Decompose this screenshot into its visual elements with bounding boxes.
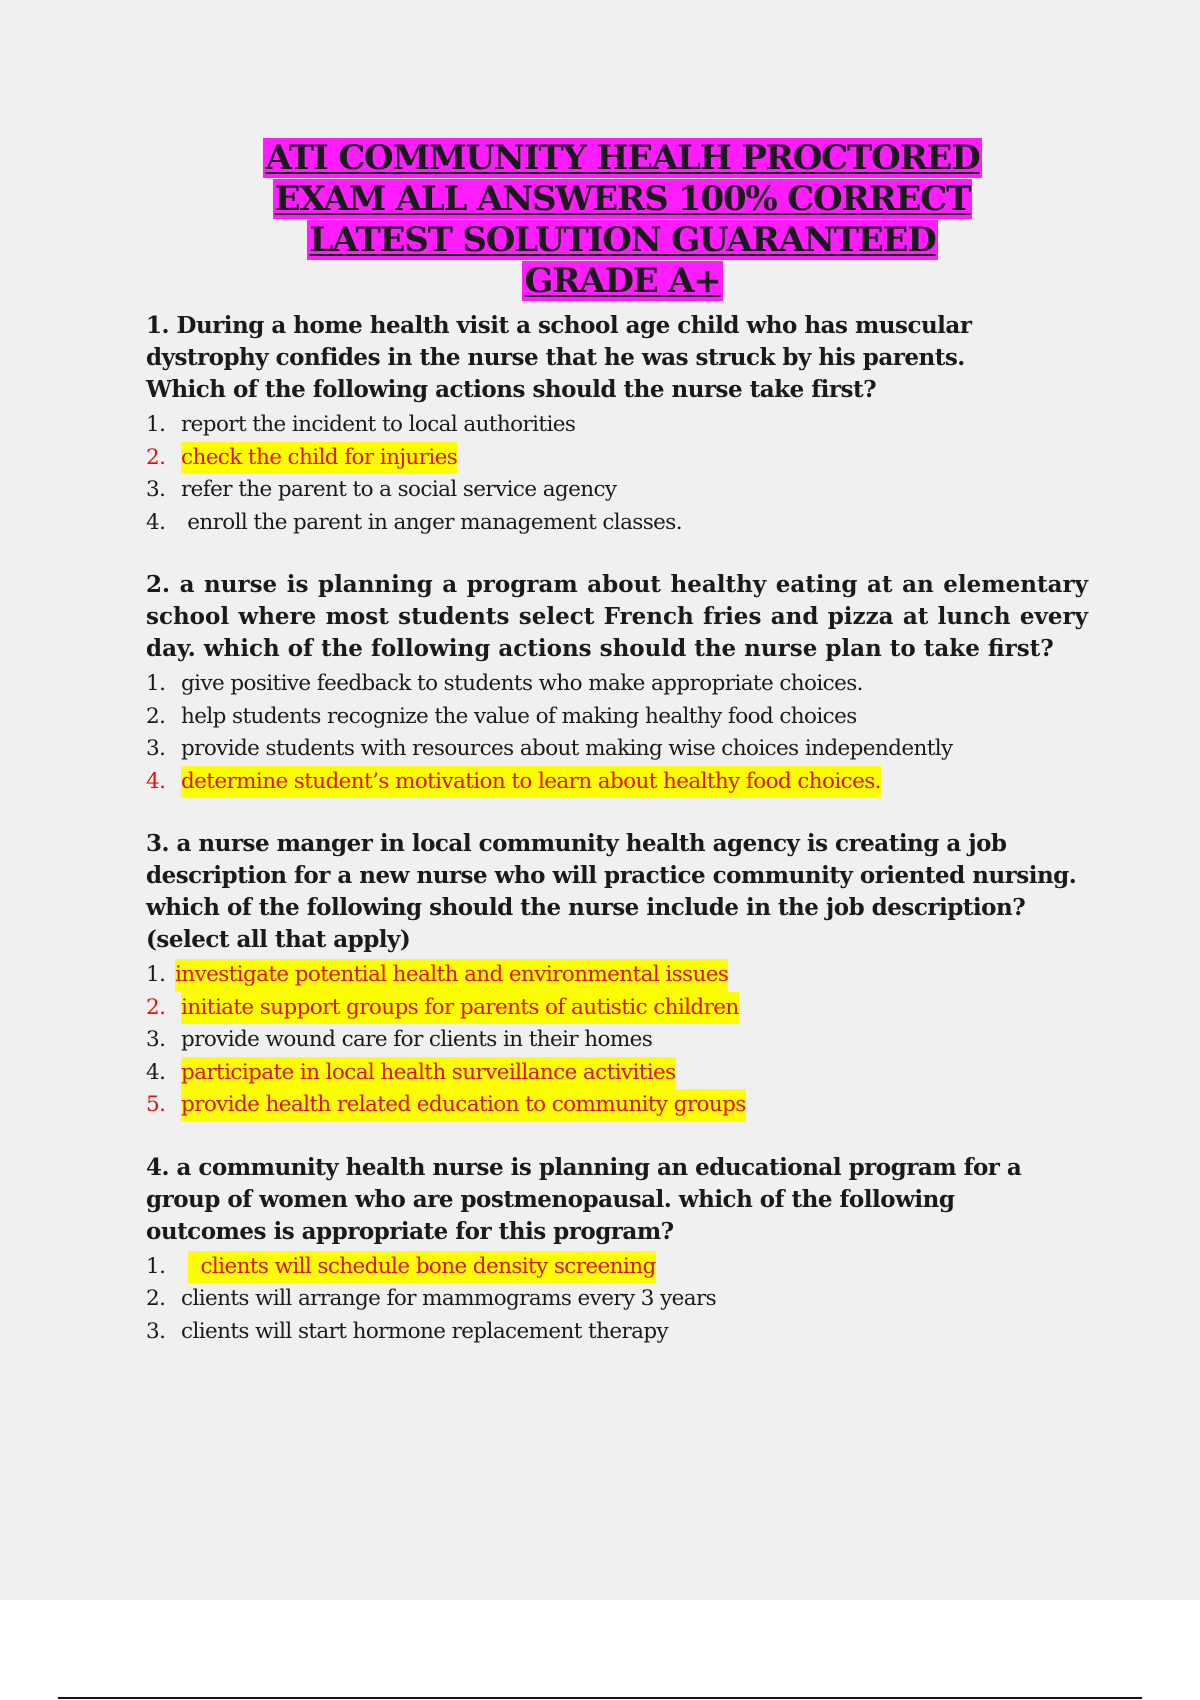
option-number: 1. bbox=[146, 671, 166, 696]
option-text: clients will arrange for mammograms every 3 years bbox=[181, 1286, 717, 1311]
option-number: 1. bbox=[146, 412, 166, 437]
option-number: 2. bbox=[146, 703, 166, 729]
option-list bbox=[146, 409, 1051, 539]
option-number: 3. bbox=[146, 1318, 166, 1344]
option-number: 5. bbox=[146, 1092, 166, 1117]
option-text: give positive feedback to students who make appropriate choices. bbox=[181, 671, 863, 696]
option-list bbox=[146, 1251, 1051, 1349]
option-number: 2. bbox=[146, 1286, 166, 1311]
option-number: 3. bbox=[146, 477, 166, 502]
option-text: initiate support groups for parents of autistic children bbox=[181, 992, 739, 1025]
question-block bbox=[146, 1152, 1051, 1349]
option-item-correct bbox=[146, 992, 1088, 1025]
option-item bbox=[146, 1316, 1051, 1349]
option-number: 3. bbox=[146, 1027, 166, 1052]
option-text: enroll the parent in anger management classes. bbox=[181, 509, 682, 535]
option-item-correct bbox=[146, 1251, 1051, 1284]
option-number: 1. bbox=[146, 1253, 166, 1279]
document-title bbox=[0, 138, 1200, 302]
question-block bbox=[146, 828, 1088, 1122]
option-text: report the incident to local authorities bbox=[181, 412, 576, 437]
option-item bbox=[146, 409, 1051, 442]
option-number: 4. bbox=[146, 1059, 166, 1085]
option-text: provide health related education to community groups bbox=[181, 1089, 746, 1122]
option-text: clients will schedule bone density screening bbox=[188, 1251, 656, 1284]
option-item-correct bbox=[146, 1057, 1088, 1090]
option-number: 1. bbox=[146, 962, 166, 987]
question-list bbox=[146, 310, 1146, 1378]
option-text: participate in local health surveillance activities bbox=[181, 1057, 676, 1090]
option-item-correct bbox=[146, 959, 1088, 992]
option-item bbox=[146, 474, 1051, 507]
question-text: 3. a nurse manger in local community health agency is creating a job description for a new nurse who will practice community oriented nursing. which of the following should the nurse include in the job description? (select all that apply) bbox=[146, 830, 1077, 953]
option-number: 4. bbox=[146, 509, 166, 535]
option-number: 2. bbox=[146, 994, 166, 1020]
option-item-correct bbox=[146, 442, 1051, 475]
question-text: 4. a community health nurse is planning an educational program for a group of women who are postmenopausal. which of the following outcomes is appropriate for this program? bbox=[146, 1153, 1022, 1245]
title-line: LATEST SOLUTION GUARANTEED bbox=[309, 220, 936, 260]
title-line: GRADE A+ bbox=[524, 261, 721, 301]
option-text: check the child for injuries bbox=[181, 442, 457, 475]
option-item bbox=[146, 733, 1088, 766]
title-line: ATI COMMUNITY HEALH PROCTORED bbox=[265, 138, 980, 178]
question-text: 1. During a home health visit a school age child who has muscular dystrophy confides in the nurse that he was struck by his parents. Which of the following actions should the nurse take first? bbox=[146, 312, 972, 403]
question-text: 2. a nurse is planning a program about healthy eating at an elementary school where most students select French fries and pizza at lunch every day. which of the following actions should the nurse plan to take first? bbox=[146, 571, 1088, 662]
option-item bbox=[146, 1283, 1051, 1316]
option-text: refer the parent to a social service agency bbox=[181, 477, 617, 502]
option-list bbox=[146, 959, 1088, 1122]
option-item bbox=[146, 1024, 1088, 1057]
option-item bbox=[146, 668, 1088, 701]
option-text: determine student’s motivation to learn about healthy food choices. bbox=[181, 766, 881, 799]
title-line: EXAM ALL ANSWERS 100% CORRECT bbox=[274, 179, 971, 219]
option-item bbox=[146, 507, 1051, 540]
option-number: 3. bbox=[146, 736, 166, 761]
question-block bbox=[146, 569, 1088, 798]
option-number: 4. bbox=[146, 768, 166, 794]
option-text: provide wound care for clients in their homes bbox=[181, 1027, 653, 1052]
option-item-correct bbox=[146, 766, 1088, 799]
option-item-correct bbox=[146, 1089, 1088, 1122]
option-text: investigate potential health and environmental issues bbox=[175, 959, 728, 992]
option-text: provide students with resources about making wise choices independently bbox=[181, 736, 953, 761]
question-block bbox=[146, 310, 1051, 539]
option-text: clients will start hormone replacement therapy bbox=[181, 1318, 669, 1344]
option-list bbox=[146, 668, 1088, 798]
option-text: help students recognize the value of making healthy food choices bbox=[181, 703, 857, 729]
footer-divider bbox=[58, 1697, 1142, 1699]
option-item bbox=[146, 701, 1088, 734]
option-number: 2. bbox=[146, 444, 166, 470]
